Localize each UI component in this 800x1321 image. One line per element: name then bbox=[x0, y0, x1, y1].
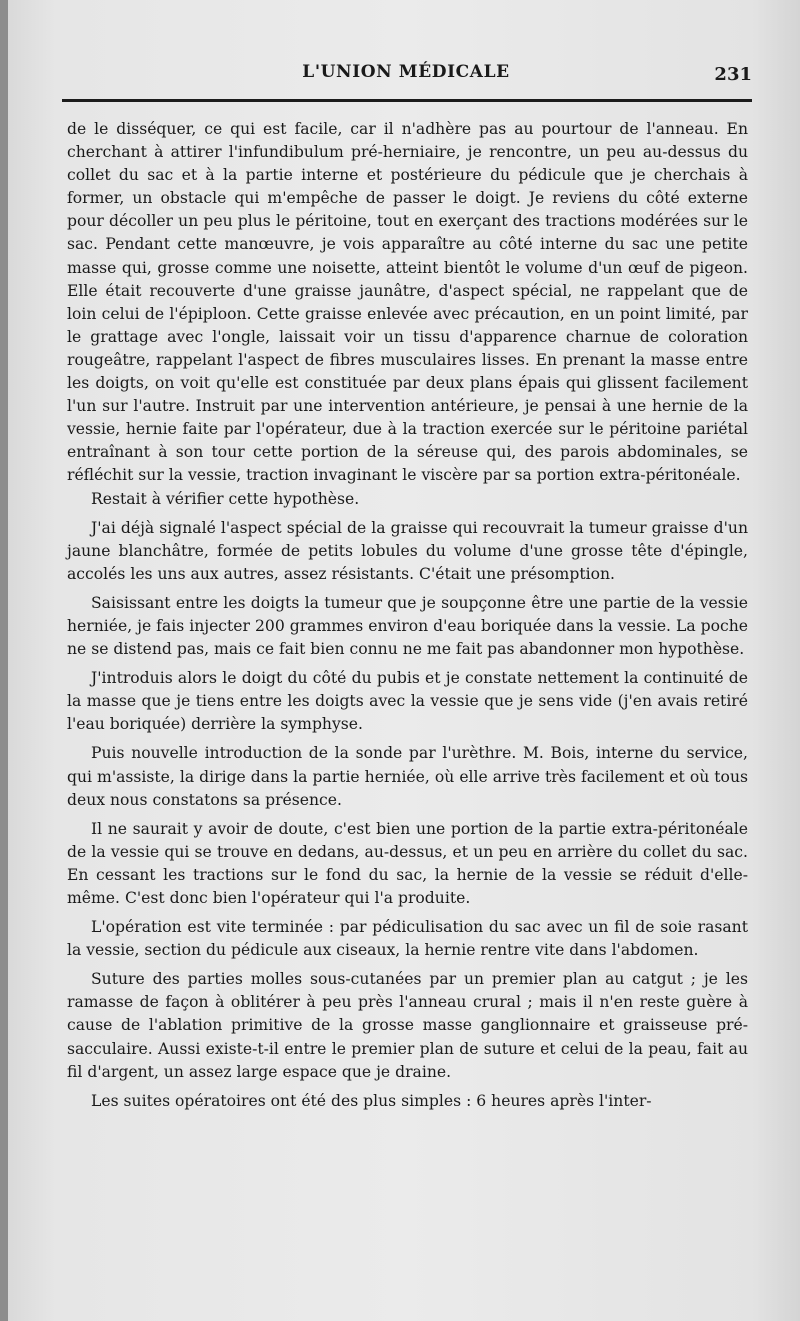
paragraph: Puis nouvelle introduction de la sonde par l'urèthre. M. Bois, interne du service, qui m'assiste, la dirige dans la partie herniée, où elle arrive très facilement et où tous deux nous constatons sa présence. bbox=[67, 744, 748, 809]
body-text bbox=[67, 118, 748, 1113]
paragraph: Il ne saurait y avoir de doute, c'est bien une portion de la partie extra-péritonéale de la vessie qui se trouve en dedans, au-dessus, et un peu en arrière du collet du sac. En cessant les tractions sur le fond du sac, la hernie de la vessie se réduit d'elle-même. C'est donc bien l'opérateur qui l'a produite. bbox=[67, 819, 748, 907]
document-page bbox=[8, 0, 800, 1321]
paragraph: Les suites opératoires ont été des plus simples : 6 heures après l'inter- bbox=[91, 1091, 652, 1110]
paragraph: Restait à vérifier cette hypothèse. bbox=[91, 489, 360, 508]
page-number: 231 bbox=[714, 64, 752, 85]
header-rule bbox=[62, 99, 752, 102]
paragraph: Suture des parties molles sous-cutanées par un premier plan au catgut ; je les ramasse de façon à oblitérer à peu près l'anneau crural ; mais il n'en reste guère à cause de l'ablation primitive de la grosse masse ganglionnaire et graisseuse pré-sacculaire. Aussi existe-t-il entre le premier plan de suture et celui de la peau, fait au fil d'argent, un assez large espace que je draine. bbox=[67, 970, 748, 1081]
running-title: L'UNION MÉDICALE bbox=[302, 62, 510, 82]
paragraph: J'introduis alors le doigt du côté du pubis et je constate nettement la continuité de la masse que je tiens entre les doigts avec la vessie que je sens vide (j'en avais retiré l'eau boriquée) derrière la symphyse. bbox=[67, 669, 748, 734]
paragraph: L'opération est vite terminée : par pédiculisation du sac avec un fil de soie rasant la vessie, section du pédicule aux ciseaux, la hernie rentre vite dans l'abdomen. bbox=[67, 918, 748, 960]
paragraph: de le disséquer, ce qui est facile, car il n'adhère pas au pourtour de l'anneau. En cherchant à attirer l'infundibulum pré-herniaire, je rencontre, un peu au-dessus du collet du sac et à la partie interne et postérieure du pédicule que je cherchais à former, un obstacle qui m'empêche de passer le doigt. Je reviens du côté externe pour décoller un peu plus le péritoine, tout en exerçant des tractions modérées sur le sac. Pendant cette manœuvre, je vois apparaître au côté interne du sac une petite masse qui, grosse comme une noisette, atteint bientôt le volume d'un œuf de pigeon. Elle était recouverte d'une graisse jaunâtre, d'aspect spécial, ne rappelant que de loin celui de l'épiploon. Cette graisse enlevée avec précaution, en un point limité, par le grattage avec l'ongle, laissait voir un tissu d'apparence charnue de coloration rougeâtre, rappelant l'aspect de fibres musculaires lisses. En prenant la masse entre les doigts, on voit qu'elle est constituée par deux plans épais qui glissent facilement l'un sur l'autre. Instruit par une intervention antérieure, je pensai à une hernie de la vessie, hernie faite par l'opérateur, due à la traction exercée sur le péritoine pariétal entraînant à son tour cette portion de la séreuse qui, des parois abdominales, se réfléchit sur la vessie, traction invaginant le viscère par sa portion extra-péritonéale. bbox=[67, 120, 748, 485]
page-header bbox=[60, 58, 752, 88]
paragraph: J'ai déjà signalé l'aspect spécial de la graisse qui recouvrait la tumeur graisse d'un jaune blanchâtre, formée de petits lobules du volume d'une grosse tête d'épingle, accolés les uns aux autres, assez résistants. C'était une présomption. bbox=[67, 518, 748, 583]
paragraph: Saisissant entre les doigts la tumeur que je soupçonne être une partie de la vessie herniée, je fais injecter 200 grammes environ d'eau boriquée dans la vessie. La poche ne se distend pas, mais ce fait bien connu ne me fait pas abandonner mon hypothèse. bbox=[67, 593, 748, 659]
